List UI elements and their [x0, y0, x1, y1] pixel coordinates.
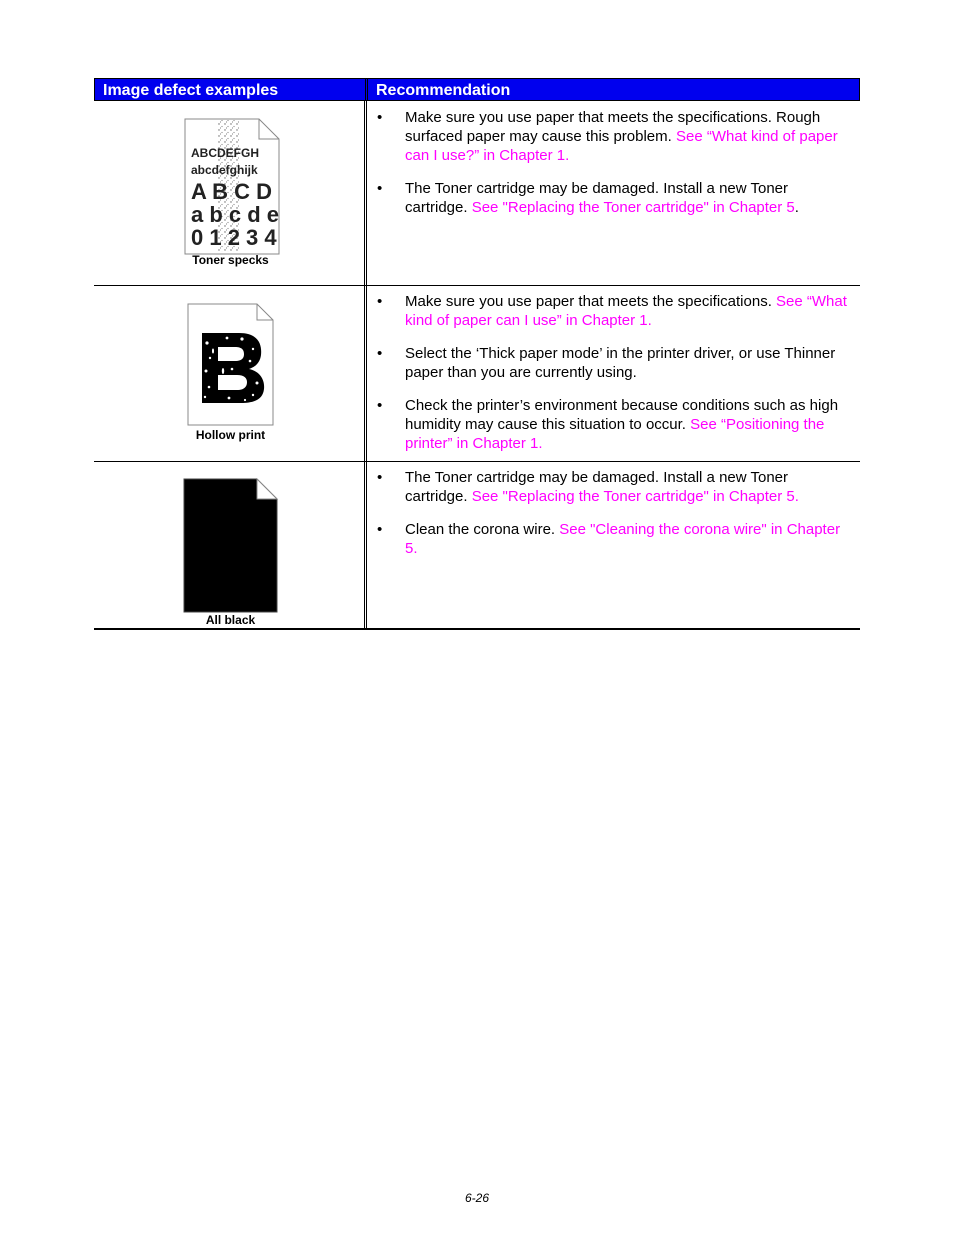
defect-table [94, 78, 860, 630]
all-black-sample-image [183, 478, 279, 613]
list-item: • Check the printer’s environment because conditions such as high humidity may cause this situation to occur. See “Positioning the printer” in Chapter 1. [377, 397, 839, 452]
toner-specks-sample-image [182, 117, 282, 257]
caption-all-black: All black [205, 613, 256, 627]
table-row-all-black [94, 462, 860, 630]
table-row-toner-specks [94, 101, 860, 286]
link-cleaning-corona-wire[interactable]: See "Cleaning the corona wire" in Chapter 5. [405, 521, 841, 557]
link-paper-specs[interactable]: See “What kind of paper can I use?” in Chapter 1. [405, 128, 838, 164]
sample-line-1: ABCDEFGH [191, 146, 259, 160]
table-header [94, 78, 860, 101]
list-item: • The Toner cartridge may be damaged. Install a new Toner cartridge. See "Replacing the Toner cartridge" in Chapter 5. [377, 469, 799, 505]
list-item: • Make sure you use paper that meets the specifications. See “What kind of paper can I use” in Chapter 1. [377, 293, 847, 329]
page-number: 6-26 [464, 1191, 490, 1205]
sample-line-2: abcdefghijk [191, 163, 258, 177]
header-image-defect-examples: Image defect examples [95, 79, 368, 100]
link-paper-specs[interactable]: See “What kind of paper can I use” in Chapter 1. [405, 293, 847, 329]
sample-line-4: a b c d e [191, 202, 280, 227]
link-replacing-toner[interactable]: See "Replacing the Toner cartridge" in Chapter 5. [471, 488, 799, 505]
list-item: • Clean the corona wire. See "Cleaning the corona wire" in Chapter 5. [377, 521, 841, 557]
caption-hollow-print: Hollow print [195, 428, 266, 442]
caption-toner-specks: Toner specks [192, 253, 269, 267]
link-replacing-toner[interactable]: See "Replacing the Toner cartridge" in Chapter 5 [471, 199, 795, 216]
list-item: • Make sure you use paper that meets the specifications. Rough surfaced paper may cause this problem. See “What kind of paper can I use?” in Chapter 1. [377, 109, 838, 164]
header-recommendation: Recommendation [376, 82, 511, 99]
sample-line-5: 0 1 2 3 4 [191, 225, 277, 250]
sample-line-3: A B C D [191, 179, 273, 204]
list-item: • The Toner cartridge may be damaged. Install a new Toner cartridge. See "Replacing the Toner cartridge" in Chapter 5. [377, 180, 799, 216]
hollow-print-sample-image [187, 303, 277, 427]
link-positioning-printer[interactable]: See “Positioning the printer” in Chapter 1. [405, 416, 825, 452]
table-row-hollow-print [94, 286, 860, 462]
list-item: • Select the ‘Thick paper mode’ in the printer driver, or use Thinner paper than you are currently using. [377, 345, 836, 381]
